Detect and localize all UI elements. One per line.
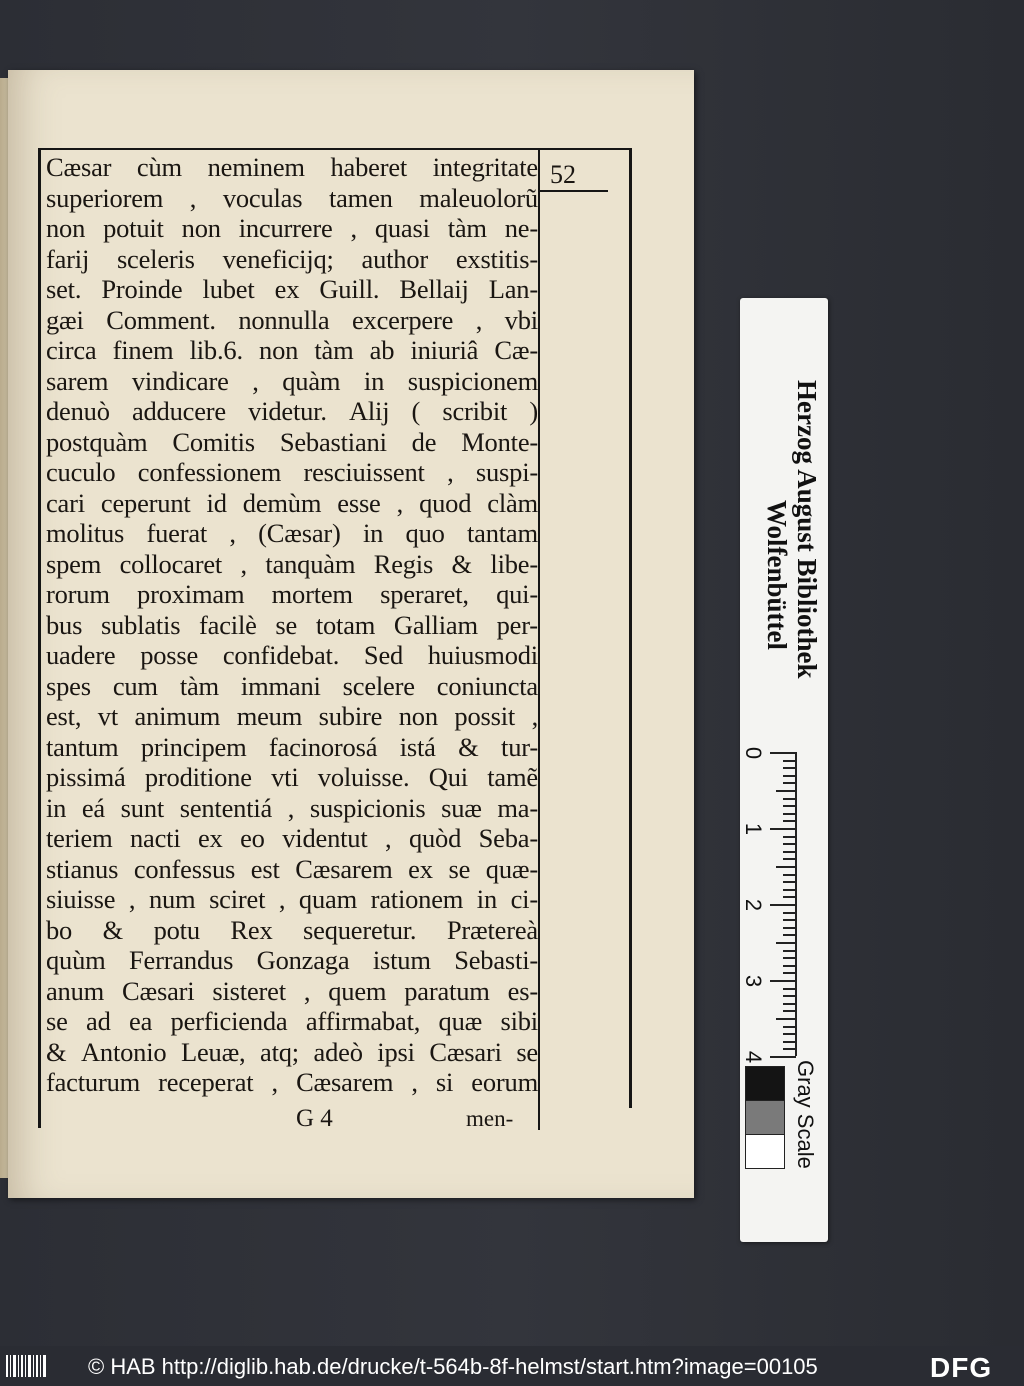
text-line: rorum proximam mortem speraret, qui- xyxy=(46,579,538,609)
text-line: cari ceperunt id demùm esse , quod clàm xyxy=(46,487,538,518)
text-line: cuculo confessionem resciuissent , suspi- xyxy=(46,457,538,487)
ruler-tick xyxy=(770,752,796,754)
text-line: farij sceleris veneficijq; author exstitis- xyxy=(46,243,538,274)
text-line: bo & potu Rex sequeretur. Prætereà xyxy=(46,914,538,945)
text-line: pissimá proditione vti voluisse. Qui tamẽ xyxy=(46,762,538,792)
ruler-tick xyxy=(770,1056,796,1058)
ruler-tick xyxy=(776,1018,796,1020)
text-line: denuò adducere videtur. Alij ( scribit ) xyxy=(46,396,538,426)
text-line: circa finem lib.6. non tàm ab iniuriâ Cæ- xyxy=(46,335,538,365)
page-text xyxy=(46,152,538,1098)
text-line: non potuit non incurrere , quasi tàm ne- xyxy=(46,213,538,243)
gray-scale-label xyxy=(770,1060,830,1170)
text-line: gæi Comment. nonnulla excerpere , vbi xyxy=(46,304,538,335)
ruler-number: 0 xyxy=(741,746,767,760)
text-line: teriem nacti ex eo videntut , quòd Seba- xyxy=(46,823,538,853)
ruler-tick xyxy=(776,866,796,868)
ruler-tick xyxy=(776,942,796,944)
text-line: Cæsar cùm neminem haberet integritate xyxy=(46,152,538,182)
copyright-link[interactable]: © HAB http://diglib.hab.de/drucke/t-564b-8f-helmst/start.htm?image=00105 xyxy=(88,1354,818,1379)
signature-mark: G 4 xyxy=(296,1105,333,1132)
ruler-number: 2 xyxy=(741,898,767,912)
text-line: bus sublatis facilè se totam Galliam per- xyxy=(46,609,538,640)
ruler-institution-label xyxy=(762,380,822,740)
institution-line-1: Herzog August Bibliothek xyxy=(792,380,822,679)
text-line: spem collocaret , tanquàm Regis & libe- xyxy=(46,548,538,579)
text-line: sarem vindicare , quàm in suspicionem xyxy=(46,365,538,396)
ruler-tick xyxy=(770,828,796,830)
catchword: men- xyxy=(466,1106,514,1131)
text-line: & Antonio Leuæ, atq; adeò ipsi Cæsari se xyxy=(46,1036,538,1067)
ruler-tick xyxy=(770,980,796,982)
folio-number: 52 xyxy=(550,160,576,189)
gray-scale-text: Gray Scale xyxy=(793,1060,818,1169)
text-line: postquàm Comitis Sebastiani de Monte- xyxy=(46,426,538,457)
text-line: superiorem , voculas tamen maleuolorũ xyxy=(46,182,538,213)
footer-bar xyxy=(0,1346,1024,1386)
ruler-spine xyxy=(795,752,797,1056)
text-line: uadere posse confidebat. Sed huiusmodi xyxy=(46,640,538,670)
ruler-number: 3 xyxy=(741,974,767,988)
ruler-number: 4 xyxy=(741,1050,767,1064)
institution-line-2: Wolfenbüttel xyxy=(762,500,792,651)
text-line: quùm Ferrandus Gonzaga istum Sebasti- xyxy=(46,945,538,975)
text-line: molitus fuerat , (Cæsar) in quo tantam xyxy=(46,518,538,548)
barcode-icon xyxy=(6,1355,46,1377)
top-rule xyxy=(38,148,632,150)
text-line: est, vt animum meum subire non possit , xyxy=(46,701,538,731)
folio-rule xyxy=(538,190,608,192)
dfg-logo: DFG xyxy=(930,1352,993,1383)
text-line: facturum receperat , Cæsarem , si eorum xyxy=(46,1067,538,1097)
text-line: in eá sunt sententiá , suspicionis suæ ma- xyxy=(46,792,538,823)
text-line: set. Proinde lubet ex Guill. Bellaij Lan- xyxy=(46,274,538,304)
text-right-rule xyxy=(538,148,540,1130)
text-line: stianus confessus est Cæsarem ex se quæ- xyxy=(46,853,538,884)
text-line: spes cum tàm immani scelere coniuncta xyxy=(46,670,538,701)
ruler-tick xyxy=(776,790,796,792)
outer-right-rule xyxy=(629,148,632,1108)
left-rule xyxy=(38,150,41,1128)
ruler-number: 1 xyxy=(741,822,767,836)
text-line: anum Cæsari sisteret , quem paratum es- xyxy=(46,975,538,1006)
text-line: se ad ea perficienda affirmabat, quæ sibi xyxy=(46,1006,538,1036)
text-line: siuisse , num sciret , quam rationem in ci- xyxy=(46,884,538,914)
text-line: tantum principem facinorosá istá & tur- xyxy=(46,731,538,762)
ruler-tick xyxy=(770,904,796,906)
